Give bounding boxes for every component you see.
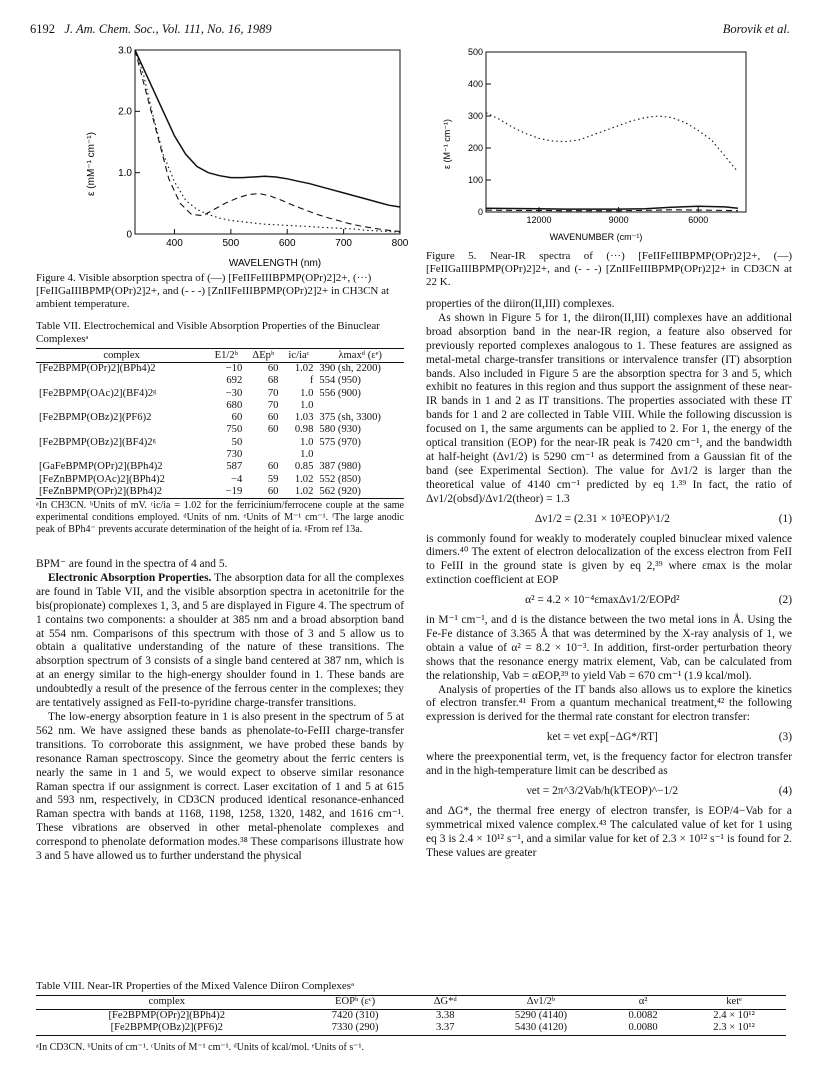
series-line-dashed [135, 50, 400, 232]
y-tick-label: 300 [467, 111, 483, 121]
table-row [36, 461, 404, 473]
y-tick-label: 400 [467, 79, 483, 89]
table-7-header-row [36, 349, 404, 363]
right-paragraph-7: and ΔG*, the thermal free energy of electron transfer, is EOP/4−Vab for a symmetrical mixed valence complex.⁴³ The calculated value of ket for 1 using eq 3 is 2.4 × 10¹² s⁻¹, and a similar value for ket of 2.3 × 10¹² s⁻¹ is found for 2. These values are greater [426, 804, 792, 859]
table-cell: f [309, 375, 314, 387]
figure-5-caption: Figure 5. Near-IR spectra of (···) [FeIIFeIIIBPMP(OPr)2]2+, (—) [FeIIGaIIIBPMP(OPr)2]2+, and (- - -) [ZnIIFeIIIBPMP(OPr)2]2+ in CD3CN at 22 K. [426, 250, 792, 288]
table-cell [36, 375, 207, 387]
table-7-header-complex: complex [36, 349, 207, 363]
series-line-solid [135, 50, 400, 207]
table-cell: 3.38 [435, 1009, 455, 1021]
table-cell: [Fe2BPMP(OAc)2](BF4)2ᵍ [39, 387, 157, 399]
table-row [36, 388, 404, 400]
table-8-header-dnu: Δν1/2ᵇ [478, 996, 604, 1010]
table-cell: 0.98 [294, 424, 314, 436]
series-line-dotted [486, 113, 738, 172]
table-cell: −19 [225, 485, 243, 497]
figure-5-chart [436, 44, 756, 244]
table-cell [36, 449, 207, 461]
table-row [36, 1022, 786, 1035]
y-tick-label: 200 [467, 143, 483, 153]
table-cell: 580 (930) [319, 424, 361, 436]
equation-3: ket = νet exp[−ΔG*/RT] (3) [546, 731, 792, 744]
table-cell: 1.03 [294, 412, 314, 424]
left-paragraph-2 [36, 572, 404, 711]
table-cell: [GaFeBPMP(OPr)2](BPh4)2 [39, 461, 163, 473]
table-cell: 562 (920) [319, 485, 361, 497]
y-tick-label: 1.0 [118, 168, 132, 179]
right-paragraph-1: properties of the diiron(II,III) complexes. [426, 298, 615, 310]
table-cell: 7420 (310) [331, 1009, 379, 1021]
figure-4-caption: Figure 4. Visible absorption spectra of (—) [FeIIFeIIIBPMP(OPr)2]2+, (···) [FeIIGaIIIBPMP(OPr)2]2+, and (- - -) [ZnIIFeIIIBPMP(OPr)2]2+ in CH3CN at ambient temperature. [36, 272, 390, 310]
series-line-solid [486, 206, 738, 209]
table-cell: 3.37 [435, 1022, 455, 1033]
table-cell [36, 400, 207, 412]
equation-2: α² = 4.2 × 10⁻⁴εmaxΔν1/2/EOPd² (2) [525, 594, 792, 607]
table-cell: [Fe2BPMP(OBz)2](PF6)2 [110, 1022, 223, 1033]
table-cell: 575 (970) [319, 436, 361, 448]
y-tick-label: 2.0 [118, 106, 132, 118]
section-heading: Electronic Absorption Properties. [48, 571, 212, 584]
table-cell: 554 (950) [319, 375, 361, 387]
table-cell: 0.0082 [628, 1009, 658, 1021]
table-cell: 5430 (4120) [514, 1022, 568, 1033]
table-row [36, 400, 404, 412]
table-cell: [Fe2BPMP(OBz)2](PF6)2 [39, 412, 152, 424]
table-cell: 750 [226, 424, 243, 436]
x-tick-label: 800 [391, 238, 409, 249]
table-8-header-alpha: α² [604, 996, 682, 1010]
series-line-dotted [135, 50, 400, 232]
table-7-title: Table VII. Electrochemical and Visible Absorption Properties of the Binuclear Complexesᵃ [36, 320, 380, 345]
y-tick-label: 500 [467, 47, 483, 57]
table-cell: 0.85 [294, 461, 314, 473]
table-cell: 692 [226, 375, 243, 387]
table-cell: 7330 (290) [331, 1022, 379, 1033]
table-cell [316, 449, 404, 461]
x-tick-label: 6000 [688, 215, 709, 225]
table-cell: 1.0 [300, 387, 314, 399]
table-7 [36, 348, 404, 499]
table-cell: 1.0 [300, 399, 314, 411]
plot-frame [135, 50, 400, 234]
x-tick-label: 600 [278, 238, 296, 249]
table-cell: [Fe2BPMP(OPr)2](BPh4)2 [108, 1009, 226, 1021]
table-8-header-row [36, 996, 786, 1010]
equation-4: νet = 2π^3/2Vab/h(kTEOP)^−1/2 (4) [526, 785, 792, 797]
table-cell: 1.02 [294, 473, 314, 485]
figure-4-chart [80, 44, 410, 274]
table-cell [36, 424, 207, 436]
figure-4-ylabel: ε (mM⁻¹ cm⁻¹) [86, 132, 97, 196]
table-cell: 1.02 [294, 363, 314, 374]
table-cell: 60 [231, 412, 243, 424]
table-cell: 552 (850) [319, 473, 361, 485]
table-cell: 70 [267, 399, 279, 411]
table-cell: −10 [225, 363, 243, 374]
table-cell [245, 449, 281, 461]
table-8-footnote: ᵃIn CD3CN. ᵇUnits of cm⁻¹. ᶜUnits of M⁻¹ cm⁻¹. ᵈUnits of kcal/mol. ᵉUnits of s⁻¹. [36, 1042, 364, 1053]
table-cell: 730 [226, 449, 243, 461]
figure-5-ylabel: ε (M⁻¹ cm⁻¹) [442, 119, 452, 169]
table-cell: 387 (980) [319, 461, 361, 473]
table-7-header-e12: E1/2ᵇ [207, 349, 245, 363]
table-cell: 2.4 × 10¹² [713, 1009, 755, 1021]
table-cell: 1.0 [300, 449, 314, 461]
table-row [36, 424, 404, 436]
x-tick-label: 500 [222, 238, 240, 249]
table-cell: 1.0 [300, 436, 314, 448]
table-cell: [FeZnBPMP(OPr)2](BPh4)2 [39, 485, 163, 497]
table-row [36, 1009, 786, 1022]
right-column-text [426, 298, 792, 861]
table-row [36, 375, 404, 387]
table-cell [316, 400, 404, 412]
page-header [30, 22, 272, 37]
table-8-header-dg: ΔG*ᵈ [413, 996, 478, 1010]
table-cell: 50 [231, 436, 243, 448]
table-row [36, 486, 404, 499]
table-cell: 390 (sh, 2200) [319, 363, 381, 374]
table-cell: −4 [230, 473, 243, 485]
journal-citation: J. Am. Chem. Soc., Vol. 111, No. 16, 1989 [64, 22, 272, 36]
table-8-title: Table VIII. Near-IR Properties of the Mixed Valence Diiron Complexesᵃ [36, 980, 355, 992]
table-cell: 70 [267, 387, 279, 399]
table-7-header-dep: ΔEpᵇ [245, 349, 281, 363]
right-paragraph-4: in M⁻¹ cm⁻¹, and d is the distance between the two metal ions in Å. Using the Fe-Fe distance of 3.365 Å that was determined by the X-ray analysis of 1, we obtain a value of α² = 8.2 × 10⁻³. In addition, first-order perturbation theory shows that the resonance energy matrix element, Vab, can be calculated from the relationship, Vab = αEOP,³⁹ to yield Vab = 670 cm⁻¹ (1.9 kcal/mol). [426, 614, 792, 682]
figure-5-xlabel: WAVENUMBER (cm⁻¹) [549, 232, 643, 242]
y-tick-label: 0 [477, 207, 483, 217]
table-7-header-lmax: λmaxᵈ (εᵉ) [316, 349, 404, 363]
table-cell: 2.3 × 10¹² [713, 1022, 755, 1033]
left-paragraph-3: The low-energy absorption feature in 1 is also present in the spectrum of 5 at 562 nm. We have assigned these bands as phenolate-to-FeIII charge-transfer transitions. To corroborate this assignment, we have probed these bands by resonance Raman spectroscopy. Since the geometry about the ferric centers is nearly the same in 1 and 5, we would expect to observe similar resonance Raman spectra if our assignment is correct. Laser excitation of 1 and 5 at 615 and 593 nm, respectively, in CD3CN produced identical resonance-enhanced Raman spectra with bands at 1168, 1198, 1258, 1320, 1482, and 1616 cm⁻¹. These vibrations are observed in other metal-phenolate complexes and correspond to phenolate deformation modes.³⁸ These comparisons illustrate how 3 and 5 have allowed us to further understand the physical [36, 710, 404, 863]
x-tick-label: 9000 [608, 215, 629, 225]
x-tick-label: 700 [335, 238, 352, 249]
equation-1: Δν1/2 = (2.31 × 10³EOP)^1/2 (1) [534, 512, 792, 525]
table-cell: 0.0080 [628, 1022, 658, 1033]
left-paragraph-2-body: The absorption data for all the complexes are found in Table VII, and the visible absorption spectra in acetonitrile for the bis(propionate) complexes 1, 3, and 5 are displayed in Figure 4. The spectrum of 1 contains two components: a shoulder at 385 nm and a broad absorption band at 554 nm. Comparisons of this spectrum with those of 3 and 5 allow us to obtain a qualitative understanding of the nature of these transitions. The absorption spectrum of 3 consists of a single band centered at 387 nm, which is at an energy similar to the high-energy shoulder found in 1. These bands are undoubtedly a result of the presence of the ferrous center in the complexes; they are tentatively assigned as FeII-to-pyridine charge-transfer transitions. [36, 571, 404, 710]
table-row [36, 363, 404, 376]
table-cell: [FeZnBPMP(OAc)2](BPh4)2 [39, 473, 165, 485]
table-cell: 59 [267, 473, 279, 485]
table-cell: 556 (900) [319, 387, 361, 399]
x-tick-label: 12000 [526, 215, 552, 225]
table-cell: 375 (sh, 3300) [319, 412, 381, 424]
table-7-footnote: ᵃIn CH3CN. ᵇUnits of mV. ᶜic/ia = 1.02 for the ferricinium/ferrocene couple at the same experimental conditions employed. ᵈUnits of nm. ᵉUnits of M⁻¹ cm⁻¹. ᶠThe large anodic peak of BPh4⁻ prevents accurate determination of the height of ia. ᵍFrom ref 13a. [36, 500, 404, 535]
table-8-header-ket: ketᵉ [682, 996, 786, 1010]
table-cell: [Fe2BPMP(OPr)2](BPh4)2 [39, 363, 156, 374]
plot-frame [486, 52, 746, 212]
left-paragraph-1: BPM⁻ are found in the spectra of 4 and 5. [36, 558, 228, 570]
table-cell: 587 [226, 461, 243, 473]
series-line-dashed [486, 210, 738, 211]
table-cell: 1.02 [294, 485, 314, 497]
right-paragraph-6: where the preexponential term, νet, is the frequency factor for electron transfer and in the high-temperature limit can be described as [426, 751, 792, 778]
table-cell: 60 [267, 424, 279, 436]
y-tick-label: 3.0 [118, 45, 132, 57]
table-row [36, 474, 404, 486]
table-8 [36, 995, 786, 1036]
x-tick-label: 400 [166, 238, 183, 249]
y-tick-label: 100 [467, 175, 483, 185]
table-cell: [Fe2BPMP(OBz)2](BF4)2ᵍ [39, 436, 156, 448]
table-8-header-eop: EOPᵇ (εᶜ) [298, 996, 413, 1010]
y-tick-label: 0 [126, 229, 132, 241]
table-cell: 60 [267, 485, 279, 497]
table-row [36, 449, 404, 461]
figure-4-xlabel: WAVELENGTH (nm) [228, 258, 322, 269]
table-row [36, 412, 404, 424]
table-8-header-complex: complex [36, 996, 298, 1010]
table-cell: 68 [267, 375, 279, 387]
table-cell: 60 [267, 461, 279, 473]
right-paragraph-3: is commonly found for weakly to moderately coupled binuclear mixed valence dimers.⁴⁰ The extent of electron delocalization of the excess electron from FeII to FeIII in the ground state is given by eq 2,³⁹ where εmax is the molar extinction coefficient at EOP [426, 532, 792, 587]
authors: Borovik et al. [722, 22, 790, 36]
table-7-header-icia: ic/iaᶜ [281, 349, 316, 363]
table-cell [245, 437, 281, 449]
table-cell: 60 [267, 363, 279, 374]
table-cell: −30 [225, 387, 243, 399]
left-column-text [36, 558, 404, 864]
right-paragraph-2: As shown in Figure 5 for 1, the diiron(II,III) complexes have an additional broad absorption band in the near-IR region, a feature also observed for previously reported complexes analogous to 1. These features are assigned as metal-metal charge-transfer transitions or intervalence transfer (IT) absorption bands. Also included in Figure 5 are the absorption spectra for 3 and 5, which exhibit no features in this region and thus support the assignment of these near-IR bands in 1 and 2 as IT transitions. The properties associated with these IT bands for 1 and 2 are collected in Table VIII. While the following discussion is focused on 1, the same arguments can be applied to 2. For 1, the energy of the optical transition (EOP) for the near-IR peak is 7420 cm⁻¹, and the bandwidth at half-height (Δν1/2) is 5290 cm⁻¹ as determined from a Gaussian fit of the band (see Experimental Section). The value for Δν1/2 is larger than the theoretical value of 4140 cm⁻¹ predicted by eq 1.³⁹ In fact, the ratio of Δν1/2(obsd)/Δν1/2(theor) = 1.3 [426, 311, 792, 505]
table-cell: 5290 (4140) [514, 1009, 568, 1021]
table-cell: 60 [267, 412, 279, 424]
table-row [36, 437, 404, 449]
right-paragraph-5: Analysis of properties of the IT bands also allows us to explore the kinetics of electron transfer.⁴¹ From a quantum mechanical treatment,⁴² the following expression is derived for the thermal rate constant for electron transfer: [426, 683, 792, 724]
page-number: 6192 [30, 22, 55, 36]
table-cell: 680 [226, 399, 243, 411]
